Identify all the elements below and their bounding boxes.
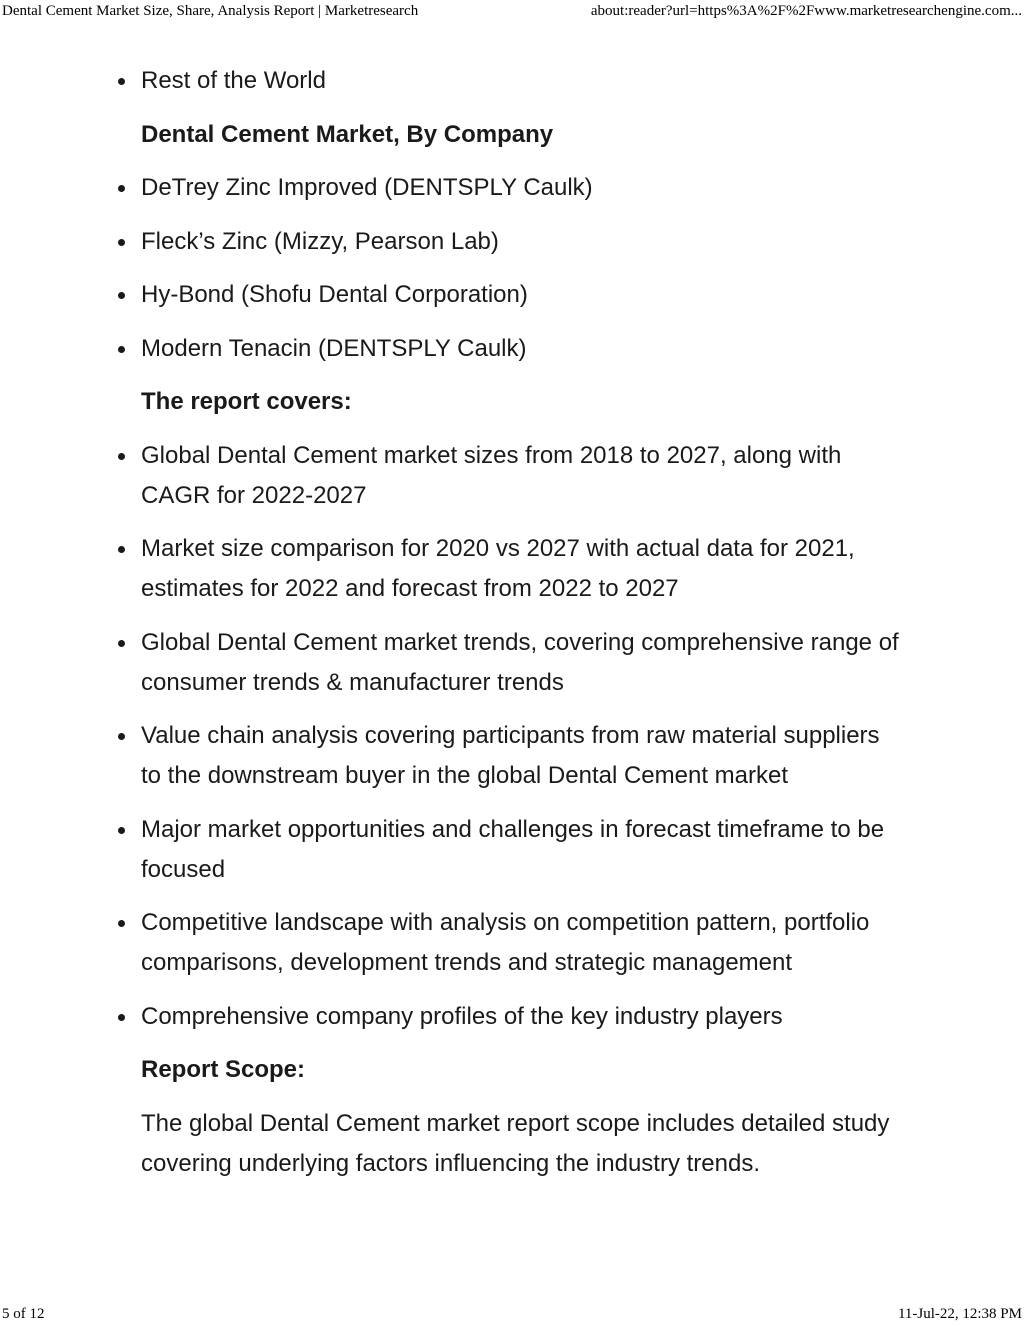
region-list: [141, 61, 901, 101]
list-item: Fleck’s Zinc (Mizzy, Pearson Lab): [141, 222, 901, 262]
page-url: about:reader?url=https%3A%2F%2Fwww.marketresearchengine.com...: [590, 3, 1022, 19]
list-item: Value chain analysis covering participants from raw material suppliers to the downstream buyer in the global Dental Cement market: [141, 716, 901, 796]
print-footer: [0, 1304, 1024, 1324]
list-item: Global Dental Cement market sizes from 2018 to 2027, along with CAGR for 2022-2027: [141, 436, 901, 516]
print-header: [0, 0, 1024, 22]
page-count: 5 of 12: [2, 1306, 45, 1322]
list-item: Global Dental Cement market trends, covering comprehensive range of consumer trends & manufacturer trends: [141, 623, 901, 703]
company-heading: Dental Cement Market, By Company: [141, 120, 554, 148]
list-item: Comprehensive company profiles of the key industry players: [141, 997, 901, 1037]
page-title: Dental Cement Market Size, Share, Analysis Report | Marketresearch: [2, 3, 419, 19]
scope-heading: Report Scope:: [141, 1056, 306, 1083]
covers-list: [141, 436, 901, 1037]
scope-paragraph: The global Dental Cement market report scope includes detailed study covering underlying factors influencing the industry trends.: [141, 1109, 890, 1177]
list-item: Hy-Bond (Shofu Dental Corporation): [141, 275, 901, 315]
list-item: Modern Tenacin (DENTSPLY Caulk): [141, 329, 901, 369]
article-body: [141, 61, 901, 1184]
list-item: Market size comparison for 2020 vs 2027 with actual data for 2021, estimates for 2022 and forecast from 2022 to 2027: [141, 529, 901, 609]
list-item: DeTrey Zinc Improved (DENTSPLY Caulk): [141, 168, 901, 208]
company-list: [141, 168, 901, 369]
print-datetime: 11-Jul-22, 12:38 PM: [897, 1306, 1022, 1322]
list-item: Rest of the World: [141, 61, 901, 101]
covers-heading: The report covers:: [141, 388, 352, 415]
list-item: Competitive landscape with analysis on competition pattern, portfolio comparisons, development trends and strategic management: [141, 903, 901, 983]
list-item: Major market opportunities and challenges in forecast timeframe to be focused: [141, 810, 901, 890]
